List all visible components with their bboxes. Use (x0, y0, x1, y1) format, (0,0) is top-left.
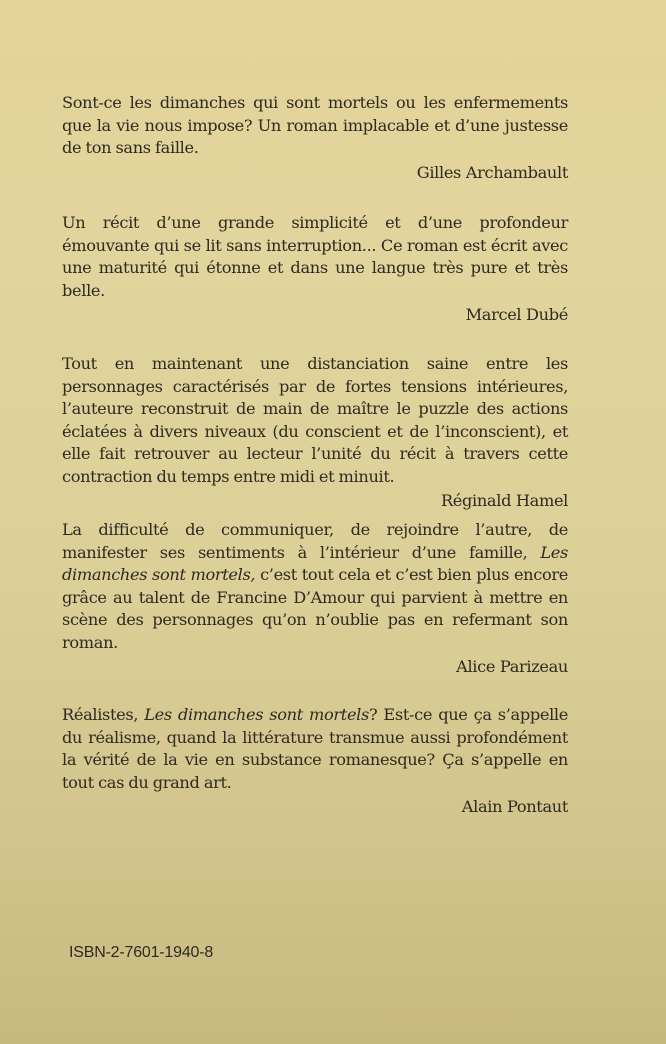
review-text (62, 704, 568, 794)
review-blurb (62, 519, 568, 679)
book-title: Les dimanches sont mortels (144, 705, 369, 724)
review-author: Gilles Archambault (416, 162, 568, 182)
review-author: Alain Pontaut (461, 797, 568, 816)
review-text-after: ? Est-ce que ça s’appelle du réalisme, quand la littérature transmue aussi profondément la vérité de la vie en substance romanesque? Ça s’appelle en tout cas du grand art. (62, 705, 568, 792)
review-text-before: La difficulté de communiquer, de rejoindre l’autre, de manifester ses sentiments à l’intérieur d’une famille, (62, 520, 568, 562)
review-text-after: c’est tout cela et c’est bien plus encore grâce au talent de Francine D’Amour qui parvient à mettre en scène des personnages qu’on n’oublie pas en refermant son roman. (62, 565, 568, 652)
review-author: Alice Parizeau (456, 657, 568, 676)
review-text: Sont-ce les dimanches qui sont mortels ou les enfermements que la vie nous impose? Un roman implacable et d’une justesse de ton sans faille. (62, 93, 568, 157)
review-blurb (62, 92, 568, 184)
review-blurb (62, 212, 568, 327)
review-text: Un récit d’une grande simplicité et d’une profondeur émouvante qui se lit sans interruption... Ce roman est écrit avec une maturité qui étonne et dans une langue très pure et très belle. (62, 213, 568, 300)
review-text: Tout en maintenant une distanciation saine entre les personnages caractérisés par de fortes tensions intérieures, l’auteure reconstruit de main de maître le puzzle des actions éclatées à divers niveaux (du conscient et de l’inconscient), et elle fait retrouver au lecteur l’unité du récit à travers cette contraction du temps entre midi et minuit. (62, 354, 568, 486)
review-text-before: Réalistes, (62, 705, 145, 724)
isbn: ISBN-2-7601-1940-8 (69, 944, 214, 961)
review-text (62, 519, 568, 654)
review-blurb (62, 353, 568, 513)
review-author: Réginald Hamel (440, 491, 568, 510)
review-author: Marcel Dubé (465, 305, 568, 324)
book-title: Les dimanches sont mortels, (62, 542, 568, 584)
review-blurb (62, 704, 568, 819)
